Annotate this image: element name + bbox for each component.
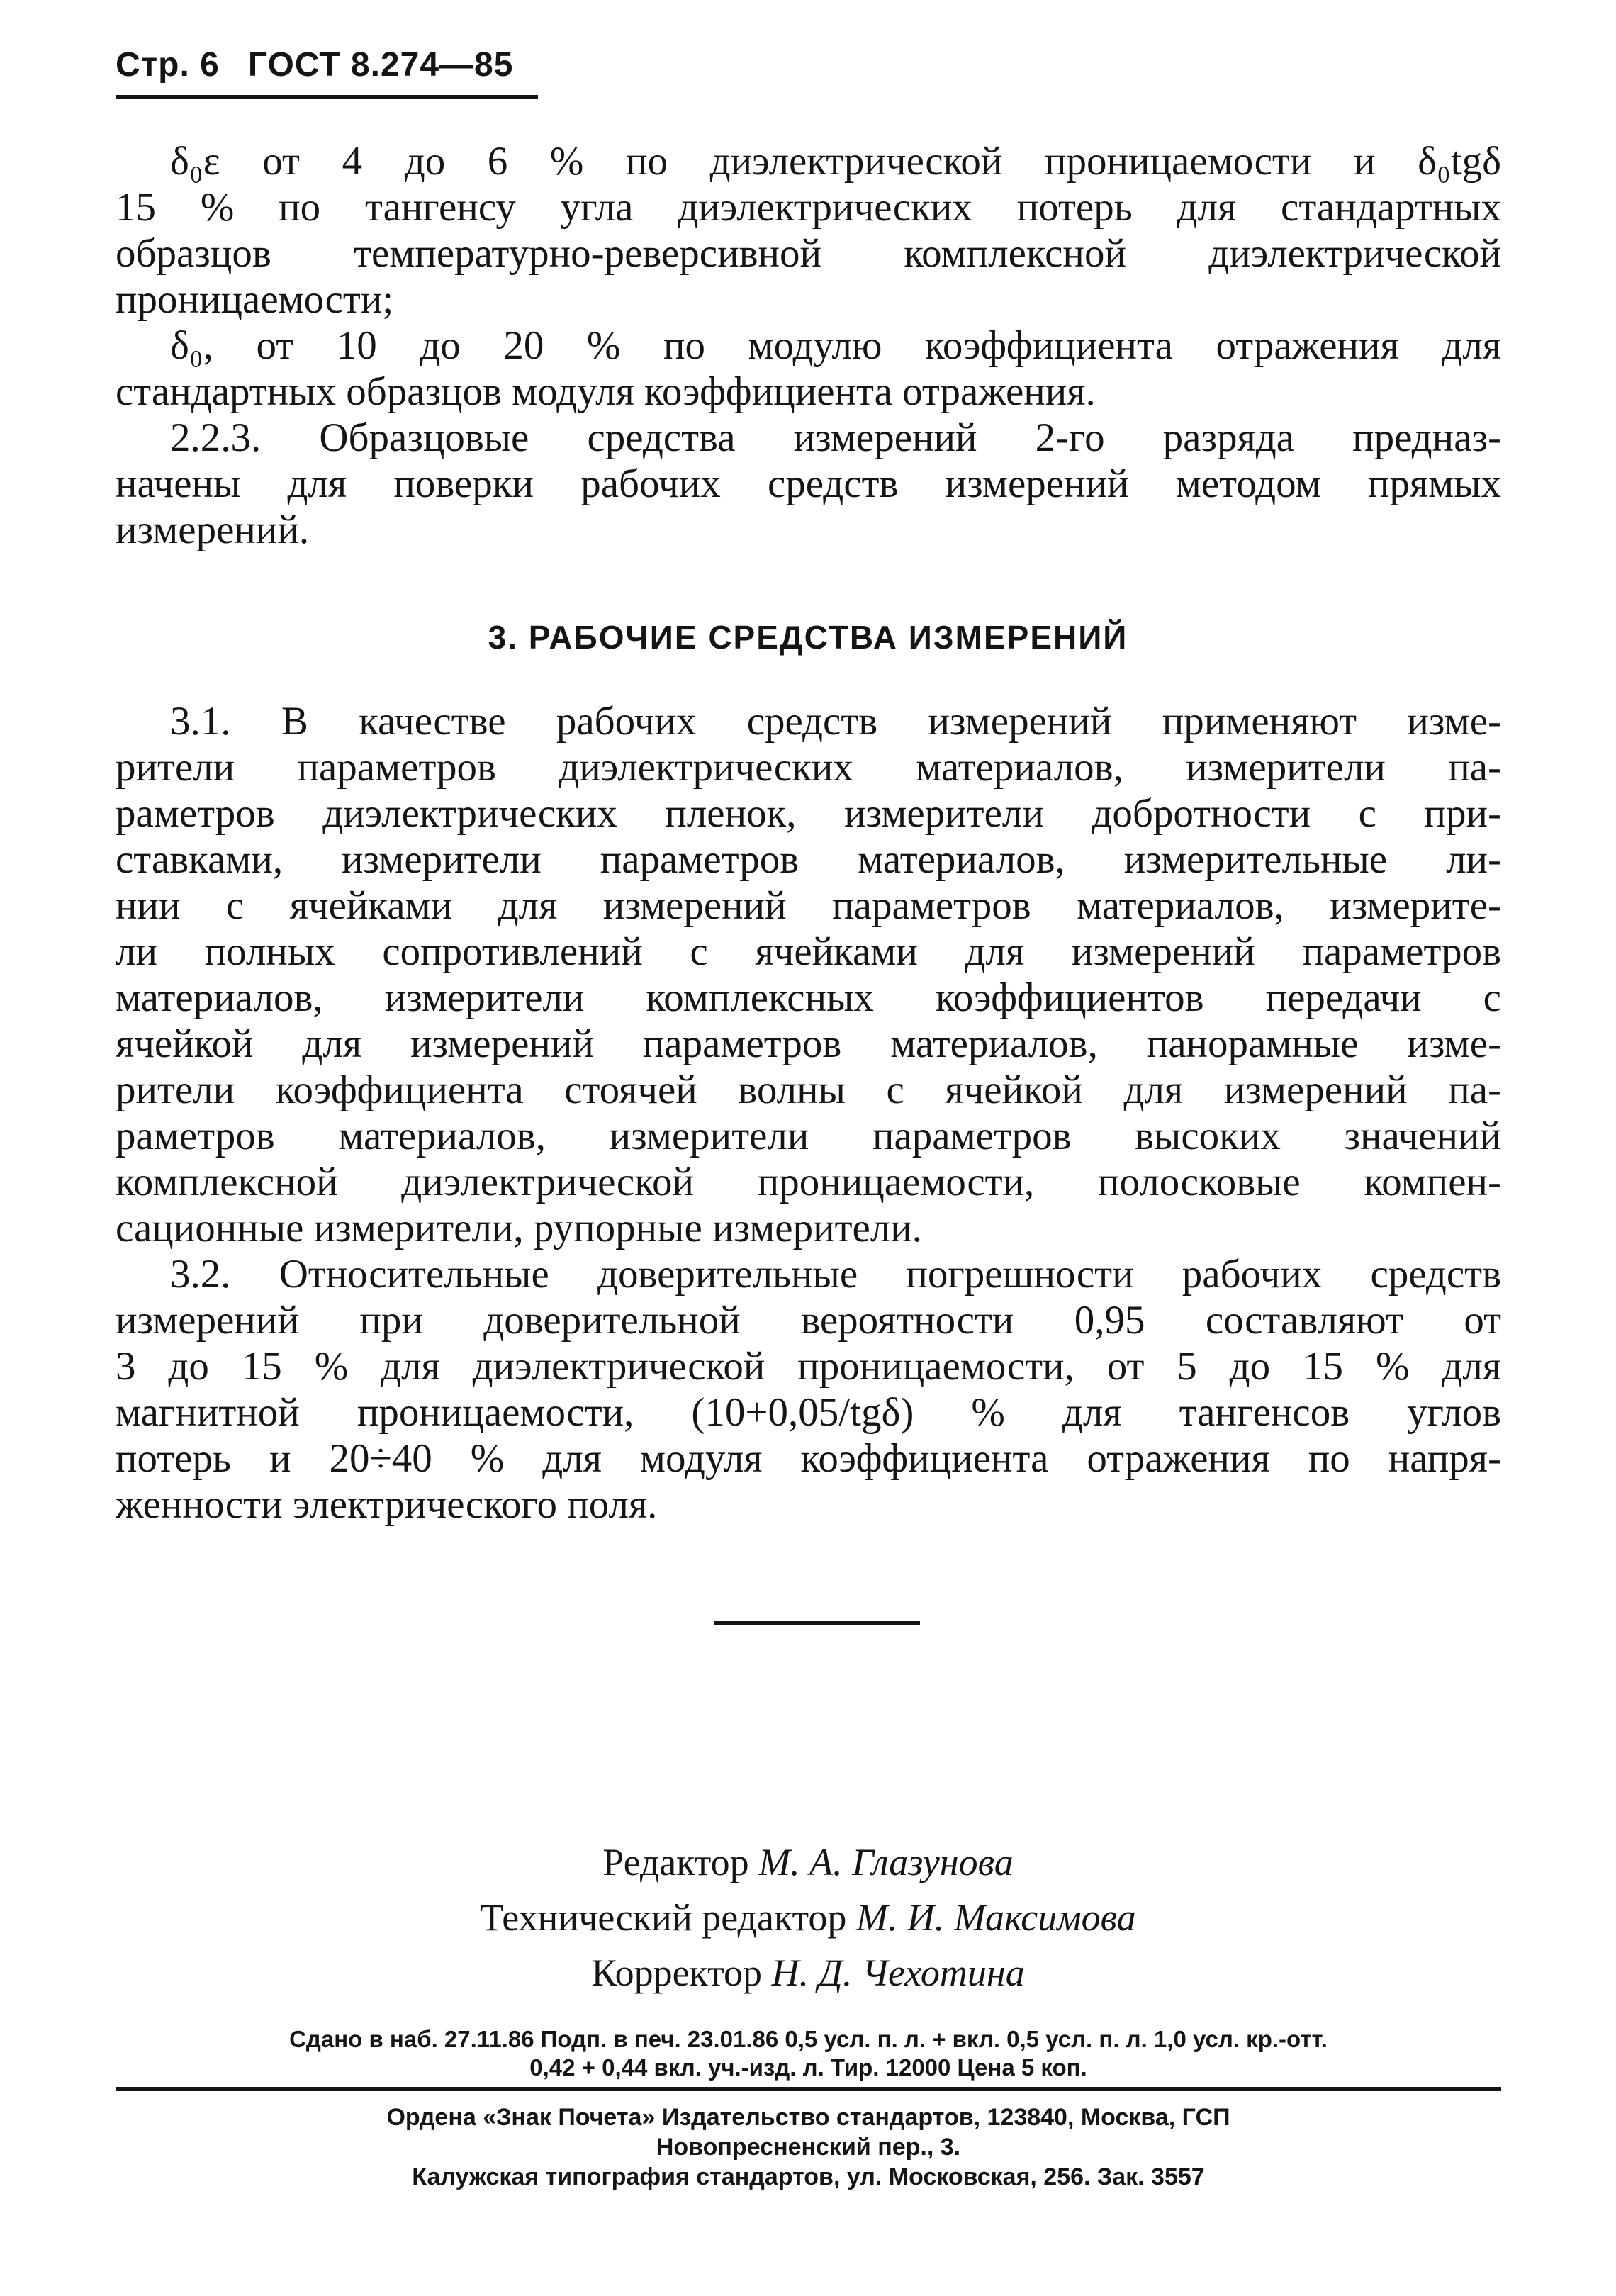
credits (0, 1835, 1616, 2000)
text-line: 3.1. В качестве рабочих средств измерений применяют изме- (170, 699, 1501, 744)
credit-name: М. А. Глазунова (758, 1841, 1014, 1883)
page-header (116, 41, 538, 99)
text-line: магнитной проницаемости, (10+0,05/tgδ) % для тангенсов углов (116, 1390, 1501, 1435)
text-line: потерь и 20÷40 % для модуля коэффициента отражения по напря- (116, 1436, 1501, 1481)
credit-name: М. И. Максимова (855, 1896, 1136, 1939)
imprint (116, 2025, 1501, 2082)
credit-role: Технический редактор (480, 1896, 847, 1939)
text-line: 3.2. Относительные доверительные погрешности рабочих средств (170, 1252, 1501, 1297)
text-line: нии с ячейками для измерений параметров материалов, измерите- (116, 883, 1501, 928)
continued-text (116, 138, 1501, 553)
publisher-info (116, 2102, 1501, 2192)
text-line: 2.2.3. Образцовые средства измерений 2-го разряда предназ- (170, 415, 1501, 460)
text-line: ячейкой для измерений параметров материалов, панорамные изме- (116, 1021, 1501, 1066)
text-line: рители параметров диэлектрических материалов, измерители па- (116, 745, 1501, 790)
imprint-divider (116, 2087, 1501, 2091)
credit-role: Редактор (602, 1841, 749, 1883)
standard-code: ГОСТ 8.274—85 (247, 46, 514, 84)
text-line: раметров диэлектрических пленок, измерители добротности с при- (116, 791, 1501, 836)
credit-role: Корректор (591, 1951, 762, 1994)
imprint-line: 0,42 + 0,44 вкл. уч.-изд. л. Тир. 12000 Цена 5 коп. (529, 2054, 1087, 2081)
text-line: измерений при доверительной вероятности 0,95 составляют от (116, 1298, 1501, 1343)
text-line: 15 % по тангенсу угла диэлектрических потерь для стандартных (116, 185, 1501, 230)
publisher-line: Ордена «Знак Почета» Издательство стандартов, 123840, Москва, ГСП (386, 2104, 1230, 2131)
section-heading: 3. РАБОЧИЕ СРЕДСТВА ИЗМЕРЕНИЙ (488, 619, 1128, 656)
text-line: проницаемости; (116, 277, 394, 322)
text-line: комплексной диэлектрической проницаемости, полосковые компен- (116, 1160, 1501, 1204)
corrector-credit (0, 1945, 1616, 2000)
publisher-line: Новопресненский пер., 3. (656, 2134, 961, 2161)
publisher-line: Калужская типография стандартов, ул. Московская, 256. Зак. 3557 (412, 2163, 1205, 2190)
imprint-line: Сдано в наб. 27.11.86 Подп. в печ. 23.01.86 0,5 усл. п. л. + вкл. 0,5 усл. п. л. 1,0 усл. кр.-отт. (289, 2026, 1328, 2052)
page-number: Стр. 6 (116, 46, 220, 84)
tech-editor-credit (0, 1890, 1616, 1945)
text-line: женности электрического поля. (116, 1482, 658, 1527)
credit-name: Н. Д. Чехотина (771, 1951, 1025, 1994)
text-line: начены для поверки рабочих средств измерений методом прямых (116, 461, 1501, 506)
text-line: материалов, измерители комплексных коэффициентов передачи с (116, 975, 1501, 1020)
text-line: ли полных сопротивлений с ячейками для измерений параметров (116, 929, 1501, 974)
page-header-text (116, 45, 513, 84)
text-line: сационные измерители, рупорные измерители. (116, 1206, 922, 1250)
text-line: δ₀, от 10 до 20 % по модулю коэффициента отражения для (170, 323, 1501, 368)
text-line: ставками, измерители параметров материалов, измерительные ли- (116, 837, 1501, 882)
text-line: образцов температурно-реверсивной комплексной диэлектрической (116, 231, 1501, 276)
text-line: δ₀ε от 4 до 6 % по диэлектрической проницаемости и δ₀tgδ (170, 139, 1501, 184)
text-line: 3 до 15 % для диэлектрической проницаемости, от 5 до 15 % для (116, 1344, 1501, 1389)
text-line: раметров материалов, измерители параметров высоких значений (116, 1114, 1501, 1158)
text-line: рители коэффициента стоячей волны с ячейкой для измерений па- (116, 1068, 1501, 1112)
text-line: стандартных образцов модуля коэффициента отражения. (116, 369, 1096, 414)
text-line: измерений. (116, 508, 310, 552)
section3-text (116, 698, 1501, 1528)
editor-credit (0, 1835, 1616, 1890)
section-divider (714, 1621, 920, 1625)
